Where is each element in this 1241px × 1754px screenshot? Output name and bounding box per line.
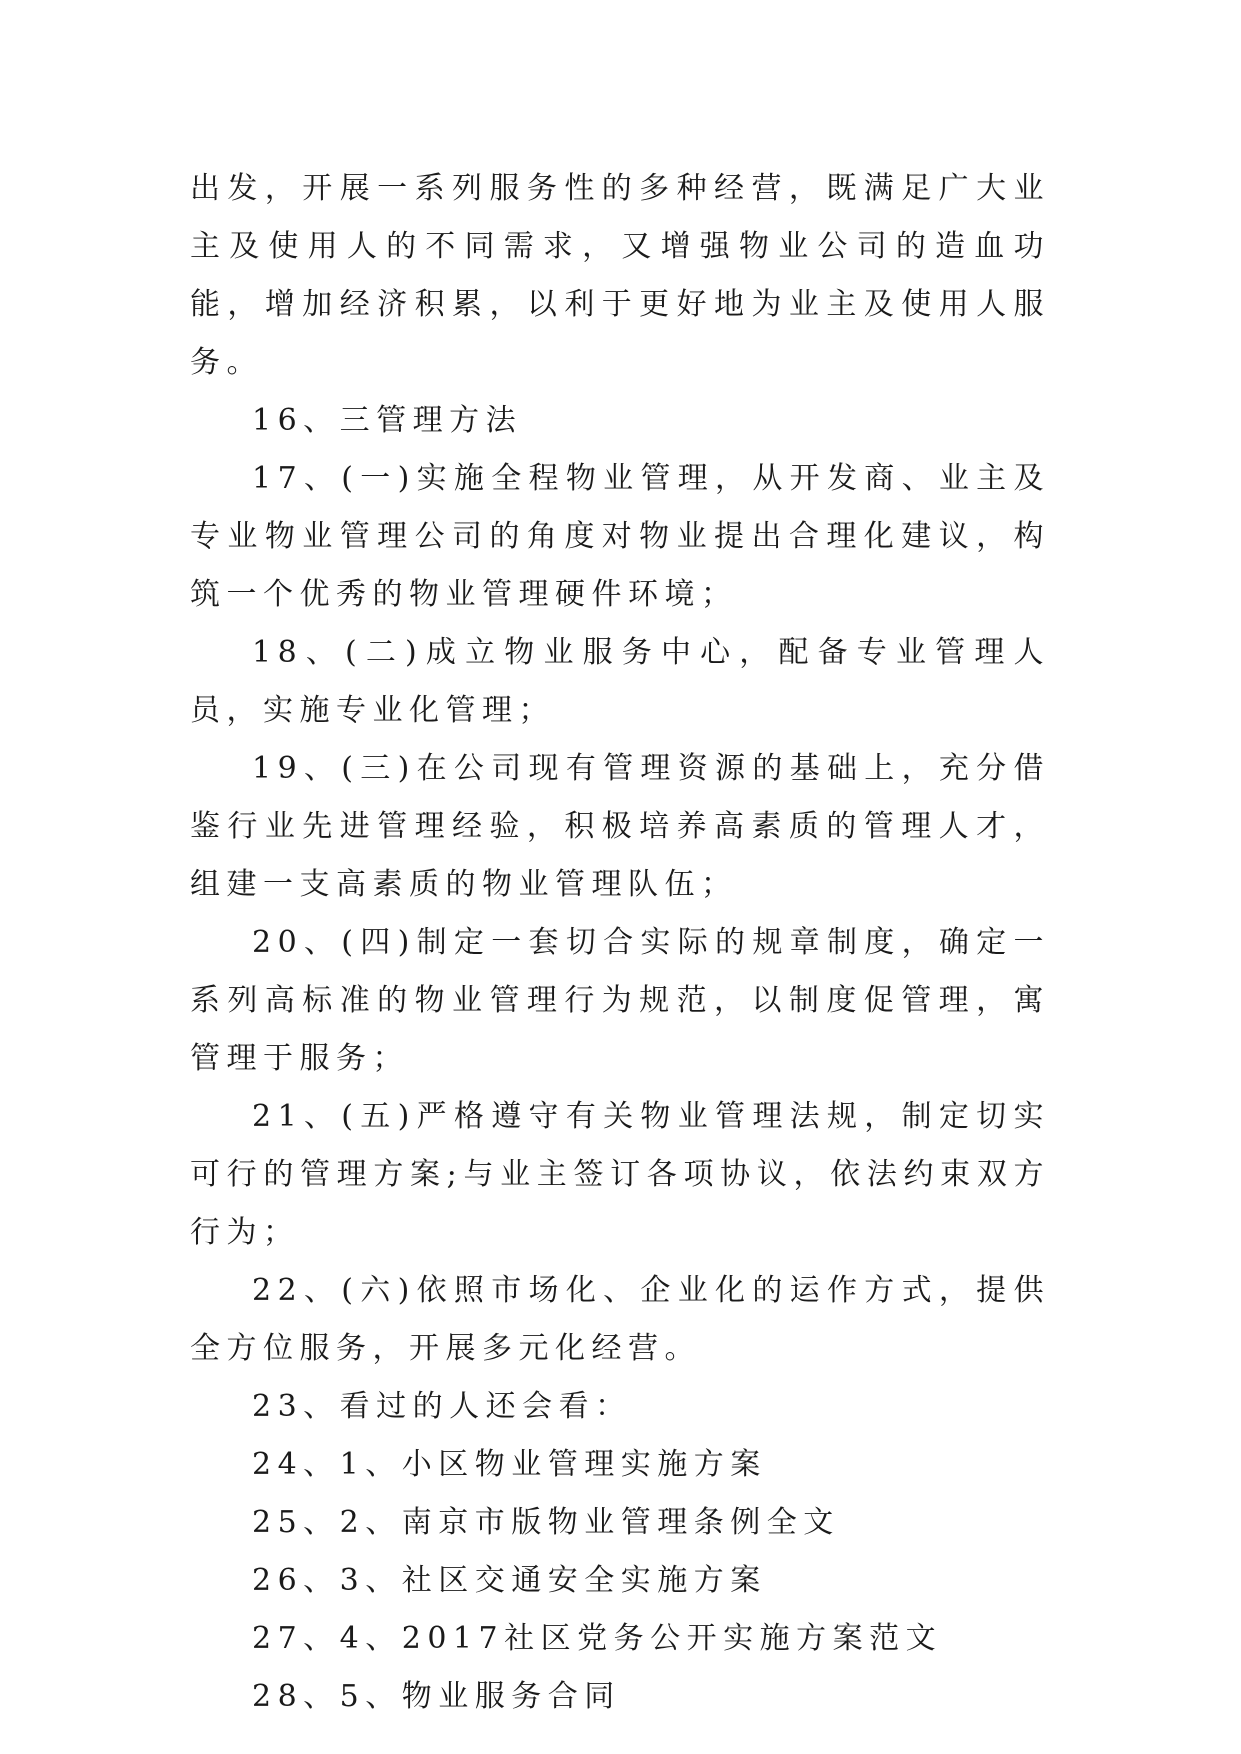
document-body: [190, 160, 1050, 1726]
paragraph-19: 19、(三)在公司现有管理资源的基础上，充分借鉴行业先进管理经验，积极培养高素质的管理人才，组建一支高素质的物业管理队伍；: [190, 751, 1050, 902]
paragraph-intro-continuation: 出发，开展一系列服务性的多种经营，既满足广大业主及使用人的不同需求，又增强物业公司的造血功能，增加经济积累，以利于更好地为业主及使用人服务。: [190, 171, 1050, 380]
paragraph-20: 20、(四)制定一套切合实际的规章制度，确定一系列高标准的物业管理行为规范，以制度促管理，寓管理于服务；: [190, 925, 1050, 1076]
paragraph-17: 17、(一)实施全程物业管理，从开发商、业主及专业物业管理公司的角度对物业提出合理化建议，构筑一个优秀的物业管理硬件环境；: [190, 461, 1050, 612]
paragraph-16-management-methods: 16、三管理方法: [252, 403, 523, 438]
paragraph-21: 21、(五)严格遵守有关物业管理法规，制定切实可行的管理方案;与业主签订各项协议，依法约束双方行为；: [190, 1099, 1050, 1250]
related-item-4: 27、4、2017社区党务公开实施方案范文: [252, 1621, 943, 1656]
related-item-5: 28、5、物业服务合同: [252, 1679, 621, 1714]
related-item-3: 26、3、社区交通安全实施方案: [252, 1563, 767, 1598]
paragraph-22: 22、(六)依照市场化、企业化的运作方式，提供全方位服务，开展多元化经营。: [190, 1273, 1050, 1366]
related-item-1: 24、1、小区物业管理实施方案: [252, 1447, 767, 1482]
paragraph-23-related-heading: 23、看过的人还会看：: [252, 1389, 632, 1424]
related-item-2: 25、2、南京市版物业管理条例全文: [252, 1505, 840, 1540]
paragraph-18: 18、(二)成立物业服务中心，配备专业管理人员，实施专业化管理；: [190, 635, 1050, 728]
